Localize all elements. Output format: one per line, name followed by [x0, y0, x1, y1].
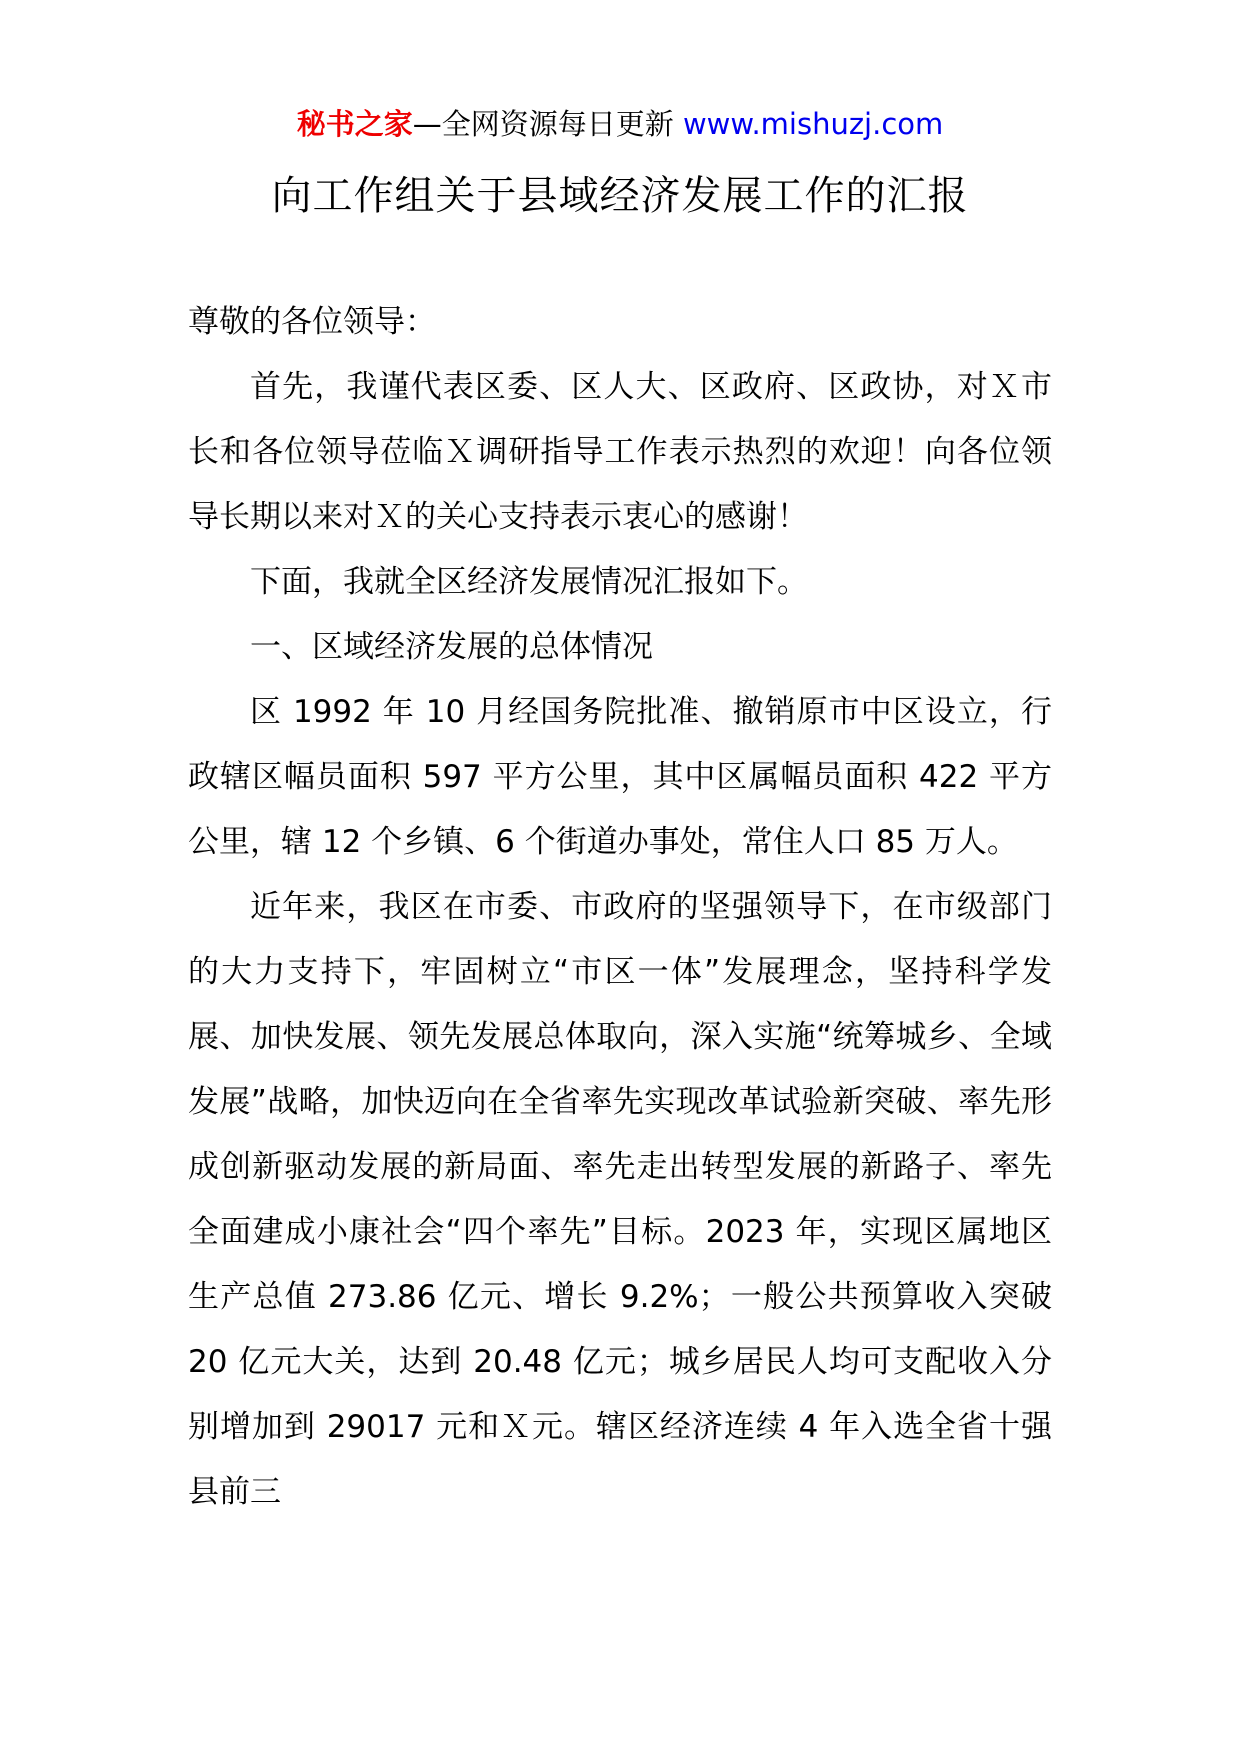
paragraph-recent-development: 近年来，我区在市委、市政府的坚强领导下，在市级部门的大力支持下，牢固树立“市区一体”发展理念，坚持科学发展、加快发展、领先发展总体取向，深入实施“统筹城乡、全域发展”战略，加快迈向在全省率先实现改革试验新突破、率先形成创新驱动发展的新局面、率先走出转型发展的新路子、率先全面建成小康社会“四个率先”目标。2023 年，实现区属地区生产总值 273.86 亿元、增长 9.2%；一般公共预算收入突破 20 亿元大关，达到 20.48 亿元；城乡居民人均可支配收入分别增加到 29017 元和Ｘ元。辖区经济连续 4 年入选全省十强县前三	[188, 889, 1052, 1510]
header-slogan: —全网资源每日更新	[412, 107, 683, 141]
document-title: 向工作组关于县域经济发展工作的汇报	[271, 173, 969, 219]
site-header	[0, 104, 1240, 144]
paragraph-welcome: 首先，我谨代表区委、区人大、区政府、区政协，对Ｘ市长和各位领导莅临Ｘ调研指导工作表示热烈的欢迎！向各位领导长期以来对Ｘ的关心支持表示衷心的感谢！	[188, 369, 1052, 535]
brand-name: 秘书之家	[296, 107, 413, 141]
document-body	[188, 290, 1052, 1525]
section-heading-1: 一、区域经济发展的总体情况	[250, 629, 653, 665]
paragraph-intro: 下面，我就全区经济发展情况汇报如下。	[250, 564, 808, 600]
paragraph-district-overview: 区 1992 年 10 月经国务院批准、撤销原市中区设立，行政辖区幅员面积 597 平方公里，其中区属幅员面积 422 平方公里，辖 12 个乡镇、6 个街道办事处，常住人口 85 万人。	[188, 694, 1052, 860]
website-link[interactable]: www.mishuzj.com	[682, 107, 944, 141]
salutation: 尊敬的各位领导：	[188, 304, 436, 340]
